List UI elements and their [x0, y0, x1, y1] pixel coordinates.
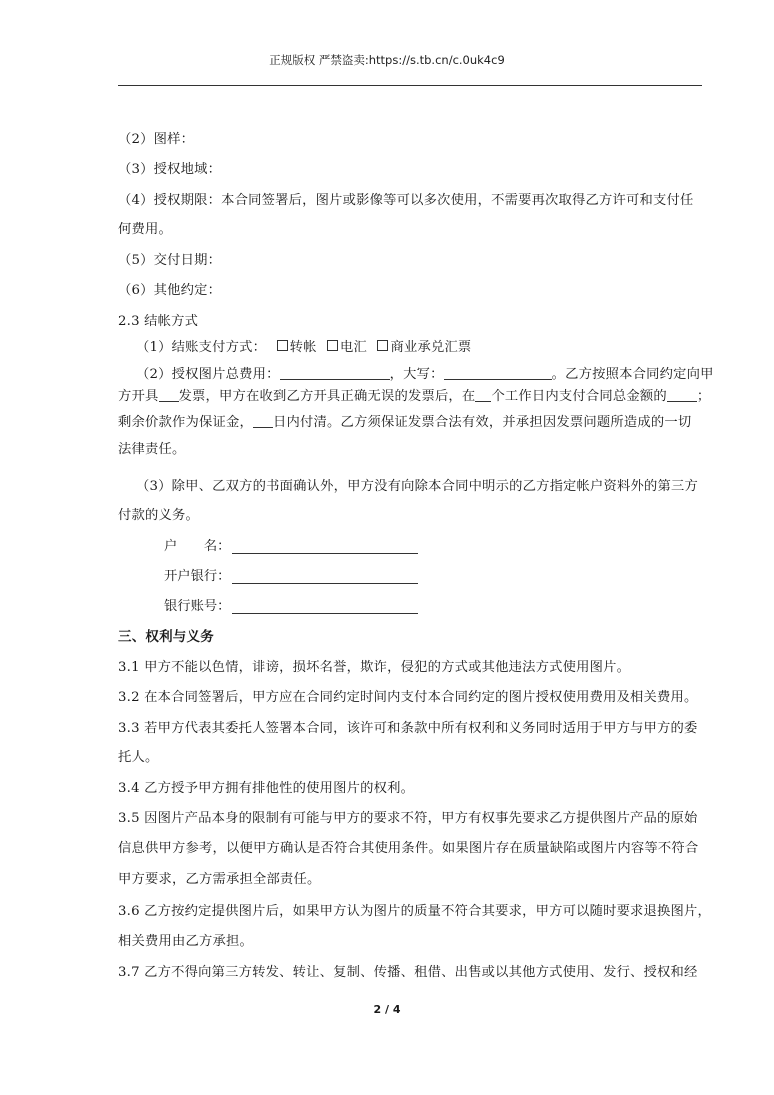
- percent-blank[interactable]: [667, 387, 697, 402]
- wire-checkbox[interactable]: [327, 340, 338, 351]
- invoice-text-a: 方开具: [118, 389, 159, 404]
- fee-caps-blank[interactable]: [444, 365, 552, 380]
- invoice-type-blank[interactable]: [159, 387, 179, 402]
- deposit-text-b: 日内付清。乙方须保证发票合法有效，并承担因发票问题所造成的一切: [272, 415, 692, 430]
- invoice-text-d: ；: [696, 389, 711, 404]
- legal-liability-line: 法律责任。: [118, 442, 186, 457]
- acceptance-bill-checkbox[interactable]: [377, 340, 388, 351]
- header-rule: [118, 85, 702, 86]
- account-number-field[interactable]: [232, 613, 418, 614]
- total-fee-line: [136, 365, 726, 384]
- deposit-line: [118, 413, 708, 432]
- fee-amount-blank[interactable]: [280, 365, 390, 380]
- invoice-text-b: 发票，甲方在收到乙方开具正确无误的发票后，在: [178, 389, 476, 404]
- account-number-label: 银行账号：: [164, 599, 231, 614]
- total-fee-label: （2）授权图片总费用：: [136, 367, 280, 382]
- clause-3-3-line1: 3.3 若甲方代表其委托人签署本合同，该许可和条款中所有权利和义务同时适用于甲方与甲方的委: [118, 721, 698, 736]
- account-name-field[interactable]: [232, 553, 418, 554]
- item-delivery-date: （5）交付日期：: [118, 253, 222, 268]
- item-other: （6）其他约定：: [118, 283, 222, 298]
- workdays-blank[interactable]: [475, 387, 491, 402]
- bank-field[interactable]: [232, 583, 418, 584]
- clause-3-3-line2: 托人。: [118, 750, 159, 765]
- acceptance-bill-label: 商业承兑汇票: [390, 340, 472, 355]
- rights-heading: 三、权利与义务: [118, 629, 214, 645]
- clause-3-2: 3.2 在本合同签署后，甲方应在合同约定时间内支付本合同约定的图片授权使用费用及相关费用。: [118, 690, 698, 705]
- clause-3-6-line2: 相关费用由乙方承担。: [118, 934, 253, 949]
- deposit-days-blank[interactable]: [253, 413, 273, 428]
- clause-3-1: 3.1 甲方不能以色情，诽谤，损坏名誉，欺诈，侵犯的方式或其他违法方式使用图片。: [118, 660, 631, 675]
- transfer-checkbox[interactable]: [277, 340, 288, 351]
- transfer-label: 转帐: [289, 340, 317, 355]
- item-pattern: （2）图样：: [118, 132, 195, 147]
- page-number: 2 / 4: [373, 1003, 401, 1016]
- clause-3-5-line3: 甲方要求，乙方需承担全部责任。: [118, 872, 321, 887]
- payment-method-line: [136, 339, 726, 357]
- bank-label: 开户银行：: [164, 569, 231, 584]
- payment-method-label: （1）结账支付方式：: [136, 340, 267, 355]
- third-party-line1: （3）除甲、乙双方的书面确认外，甲方没有向除本合同中明示的乙方指定帐户资料外的第三方: [136, 479, 699, 494]
- settlement-heading: 2.3 结帐方式: [118, 314, 199, 329]
- deposit-text-a: 剩余价款作为保证金，: [118, 415, 253, 430]
- item-region: （3）授权地域：: [118, 162, 222, 177]
- fee-caps-label: ，大写：: [389, 367, 444, 382]
- clause-3-4: 3.4 乙方授予甲方拥有排他性的使用图片的权利。: [118, 781, 415, 796]
- clause-3-7-line1: 3.7 乙方不得向第三方转发、转让、复制、传播、租借、出售或以其他方式使用、发行、授权和经: [118, 965, 698, 980]
- third-party-line2: 付款的义务。: [118, 508, 199, 523]
- invoice-text-c: 个工作日内支付合同总金额的: [491, 389, 667, 404]
- item-period-line2: 何费用。: [118, 222, 172, 237]
- clause-3-5-line2: 信息供甲方参考，以便甲方确认是否符合其使用条件。如果图片存在质量缺陷或图片内容等不符合: [118, 841, 699, 856]
- account-name-label: 户 名：: [164, 539, 231, 554]
- fee-tail-text: 。乙方按照本合同约定向甲: [551, 367, 714, 382]
- item-period-line1: （4）授权期限：本合同签署后，图片或影像等可以多次使用，不需要再次取得乙方许可和支付任: [118, 193, 694, 208]
- clause-3-6-line1: 3.6 乙方按约定提供图片后，如果甲方认为图片的质量不符合其要求，甲方可以随时要求退换图片，: [118, 904, 712, 919]
- clause-3-5-line1: 3.5 因图片产品本身的限制有可能与甲方的要求不符，甲方有权事先要求乙方提供图片产品的原始: [118, 811, 698, 826]
- wire-label: 电汇: [340, 340, 368, 355]
- page-header: 正规版权 严禁盗卖:https://s.tb.cn/c.0uk4c9: [269, 53, 505, 67]
- invoice-line: [118, 387, 711, 406]
